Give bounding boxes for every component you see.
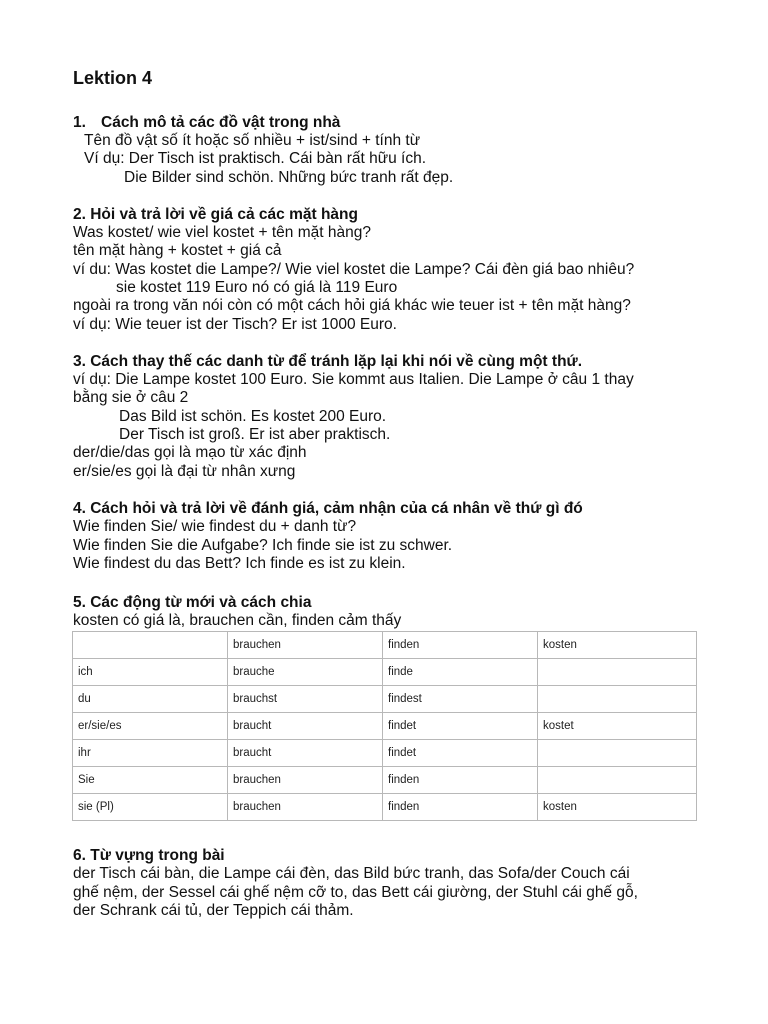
page-title: Lektion 4 [73,68,153,88]
table-header-cell: finden [383,632,538,659]
table-header-row [73,632,697,659]
section-1-heading [73,114,340,132]
table-cell [538,767,697,794]
table-cell: kosten [538,794,697,821]
table-cell: braucht [228,740,383,767]
section-6-line-1: der Tisch cái bàn, die Lampe cái đèn, das Bild bức tranh, das Sofa/der Couch cái [73,865,630,882]
section-1-title: Cách mô tả các đồ vật trong nhà [101,114,341,131]
section-2-line-2: tên mặt hàng + kostet + giá cả [73,242,282,259]
table-cell: sie (Pl) [73,794,228,821]
section-4-line-2: Wie finden Sie die Aufgabe? Ich finde sie ist zu schwer. [73,537,453,554]
section-2-line-6: ví dụ: Wie teuer ist der Tisch? Er ist 1000 Euro. [73,316,397,333]
table-cell [73,632,228,659]
table-header-cell: brauchen [228,632,383,659]
conjugation-table [72,631,697,821]
section-1-line-2: Ví dụ: Der Tisch ist praktisch. Cái bàn rất hữu ích. [84,150,427,167]
section-6-line-3: der Schrank cái tủ, der Teppich cái thảm. [73,902,354,919]
table-cell: kostet [538,713,697,740]
table-cell: finden [383,794,538,821]
table-cell: finden [383,767,538,794]
table-row [73,713,697,740]
section-5-line-1: kosten có giá là, brauchen cần, finden cảm thấy [73,612,402,629]
section-4-heading: 4. Cách hỏi và trả lời về đánh giá, cảm nhận của cá nhân về thứ gì đó [73,500,583,517]
table-cell: finde [383,659,538,686]
table-cell: brauchen [228,767,383,794]
section-3-line-3: Das Bild ist schön. Es kostet 200 Euro. [119,408,387,425]
section-1-line-1: Tên đồ vật số ít hoặc số nhiều + ist/sind + tính từ [84,132,421,149]
section-3-heading: 3. Cách thay thế các danh từ để tránh lặp lại khi nói về cùng một thứ. [73,353,583,370]
section-3-line-1: ví dụ: Die Lampe kostet 100 Euro. Sie kommt aus Italien. Die Lampe ở câu 1 thay [73,371,634,388]
section-2-line-5: ngoài ra trong văn nói còn có một cách hỏi giá khác wie teuer ist + tên mặt hàng? [73,297,631,314]
table-cell: braucht [228,713,383,740]
table-cell [538,659,697,686]
section-5-heading: 5. Các động từ mới và cách chia [73,594,312,611]
table-row [73,794,697,821]
table-cell: findet [383,740,538,767]
section-1-number: 1. [73,114,86,131]
table-cell: ich [73,659,228,686]
section-6-line-2: ghế nệm, der Sessel cái ghế nệm cỡ to, das Bett cái giường, der Stuhl cái ghế gỗ, [73,884,638,901]
table-row [73,767,697,794]
table-row [73,659,697,686]
table-cell: findest [383,686,538,713]
section-3-line-6: er/sie/es gọi là đại từ nhân xưng [73,463,296,480]
section-4-line-1: Wie finden Sie/ wie findest du + danh từ? [73,518,357,535]
section-6-heading: 6. Từ vựng trong bài [73,847,225,864]
section-2-line-1: Was kostet/ wie viel kostet + tên mặt hàng? [73,224,371,241]
section-4-line-3: Wie findest du das Bett? Ich finde es ist zu klein. [73,555,406,572]
section-2-line-3: ví du: Was kostet die Lampe?/ Wie viel kostet die Lampe? Cái đèn giá bao nhiêu? [73,261,635,278]
table-cell: er/sie/es [73,713,228,740]
table-header-cell: kosten [538,632,697,659]
section-3-line-4: Der Tisch ist groß. Er ist aber praktisch. [119,426,391,443]
table-cell: du [73,686,228,713]
section-3-line-2: bằng sie ở câu 2 [73,389,189,406]
table-cell [538,686,697,713]
section-3-line-5: der/die/das gọi là mạo từ xác định [73,444,307,461]
table-cell: brauchst [228,686,383,713]
section-2-heading: 2. Hỏi và trả lời về giá cả các mặt hàng [73,206,358,223]
table-cell: Sie [73,767,228,794]
table-cell: brauche [228,659,383,686]
section-1-line-3: Die Bilder sind schön. Những bức tranh rất đẹp. [124,169,454,186]
table-row [73,740,697,767]
table-cell [538,740,697,767]
section-2-line-4: sie kostet 119 Euro nó có giá là 119 Euro [116,279,398,296]
table-row [73,686,697,713]
table-cell: brauchen [228,794,383,821]
table-cell: findet [383,713,538,740]
table-cell: ihr [73,740,228,767]
